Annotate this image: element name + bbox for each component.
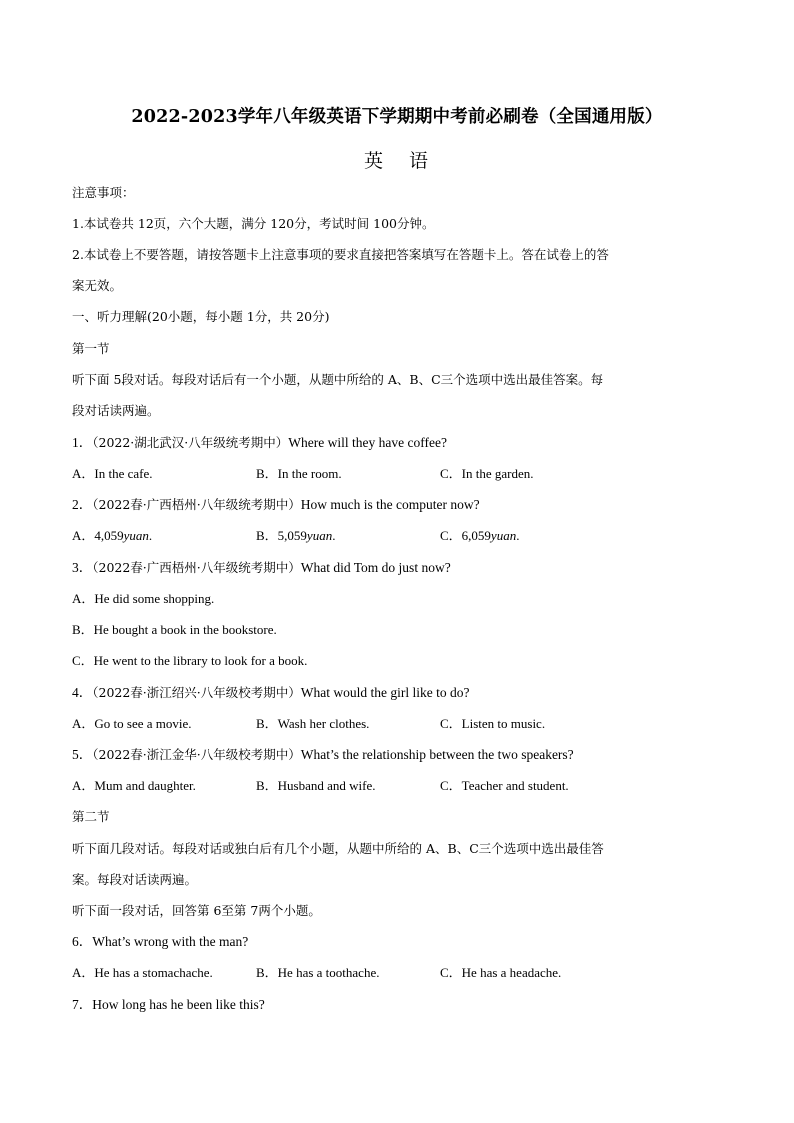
- q1-option-b[interactable]: B．In the room.: [256, 466, 342, 481]
- q3-option-c[interactable]: C．He went to the library to look for a book.: [72, 653, 308, 668]
- q5-option-a[interactable]: A．Mum and daughter.: [72, 778, 196, 793]
- question-stem: How much is the computer now?: [300, 497, 480, 512]
- q5-option-b[interactable]: B．Husband and wife.: [256, 778, 376, 793]
- question-stem: Where will they have coffee?: [288, 435, 447, 450]
- q3-option-b[interactable]: B．He bought a book in the bookstore.: [72, 622, 277, 637]
- q6-option-a[interactable]: A．He has a stomachache.: [72, 965, 213, 980]
- notes-item-2-line-2: 案无效。: [72, 278, 123, 293]
- question-2: [72, 496, 480, 514]
- question-stem: What’s wrong with the man?: [92, 934, 249, 949]
- question-7: [72, 996, 265, 1014]
- q1-option-a[interactable]: A．In the cafe.: [72, 466, 153, 481]
- q1-option-c[interactable]: C．In the garden.: [440, 466, 534, 481]
- question-source: （2022春·广西梧州·八年级统考期中）: [92, 560, 301, 575]
- notes-item-1: 1.本试卷共 12页，六个大题，满分 120分，考试时间 100分钟。: [72, 216, 435, 231]
- section1-name: 第一节: [72, 341, 110, 356]
- section2-instruction-line-2: 案。每段对话读两遍。: [72, 872, 198, 887]
- question-stem: How long has he been like this?: [92, 997, 265, 1012]
- question-number: 6．: [72, 934, 93, 949]
- question-stem: What did Tom do just now?: [300, 560, 451, 575]
- notes-item-2-line-1: 2.本试卷上不要答题，请按答题卡上注意事项的要求直接把答案填写在答题卡上。答在试卷上的答: [72, 247, 609, 262]
- question-number: 2．: [72, 497, 93, 512]
- q6-option-c[interactable]: C．He has a headache.: [440, 965, 562, 980]
- section1-instruction-line-1: 听下面 5段对话。每段对话后有一个小题，从题中所给的 A、B、C三个选项中选出最佳答案。每: [72, 372, 604, 387]
- part1-heading: 一、听力理解(20小题，每小题 1分，共 20分): [72, 309, 330, 324]
- q3-option-a[interactable]: A．He did some shopping.: [72, 591, 215, 606]
- question-source: （2022春·浙江绍兴·八年级校考期中）: [92, 685, 301, 700]
- question-source: （2022春·广西梧州·八年级统考期中）: [92, 497, 301, 512]
- q4-option-a[interactable]: A．Go to see a movie.: [72, 716, 192, 731]
- q4-option-b[interactable]: B．Wash her clothes.: [256, 716, 370, 731]
- section1-instruction-line-2: 段对话读两遍。: [72, 403, 160, 418]
- question-stem: What would the girl like to do?: [300, 685, 470, 700]
- question-source: （2022春·浙江金华·八年级校考期中）: [92, 747, 301, 762]
- q6-option-b[interactable]: B．He has a toothache.: [256, 965, 380, 980]
- question-4: [72, 684, 469, 702]
- question-6: [72, 933, 248, 951]
- q4-option-c[interactable]: C．Listen to music.: [440, 716, 546, 731]
- notes-heading: 注意事项：: [72, 185, 135, 200]
- question-5: [72, 746, 574, 764]
- question-number: 3．: [72, 560, 93, 575]
- q2-option-a[interactable]: A．4,059yuan.: [72, 528, 153, 543]
- section2-sub-instruction: 听下面一段对话，回答第 6至第 7两个小题。: [72, 903, 321, 918]
- question-number: 4．: [72, 685, 93, 700]
- exam-subject: 英 语: [363, 150, 439, 172]
- question-number: 7．: [72, 997, 93, 1012]
- exam-title: 2022-2023学年八年级英语下学期期中考前必刷卷（全国通用版）: [131, 107, 663, 127]
- question-number: 5．: [72, 747, 93, 762]
- question-stem: What’s the relationship between the two speakers?: [300, 747, 574, 762]
- section2-instruction-line-1: 听下面几段对话。每段对话或独白后有几个小题，从题中所给的 A、B、C三个选项中选出最佳答: [72, 841, 604, 856]
- question-number: 1．: [72, 435, 93, 450]
- section2-name: 第二节: [72, 809, 110, 824]
- question-1: [72, 434, 447, 452]
- q2-option-c[interactable]: C．6,059yuan.: [440, 528, 520, 543]
- q2-option-b[interactable]: B．5,059yuan.: [256, 528, 336, 543]
- question-3: [72, 559, 451, 577]
- q5-option-c[interactable]: C．Teacher and student.: [440, 778, 569, 793]
- question-source: （2022·湖北武汉·八年级统考期中）: [92, 435, 289, 450]
